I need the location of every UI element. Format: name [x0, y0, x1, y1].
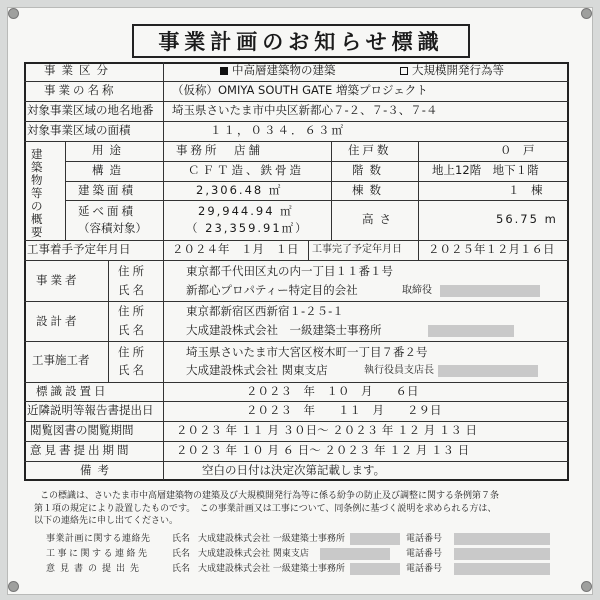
redacted-contact-work-phone: [454, 548, 550, 560]
contact-opinion-name-label: 氏名: [172, 564, 191, 574]
redacted-contact-opinion-phone: [454, 563, 550, 575]
project-name-label: 事業の名称: [44, 83, 117, 97]
report-date-label: 近隣説明等報告書提出日: [27, 403, 154, 417]
contact-work-phone-label: 電話番号: [406, 549, 443, 559]
option-midrise-label: 中高層建築物の建築: [232, 63, 336, 77]
structure-label: 構造: [92, 163, 127, 177]
buildings-label: 棟数: [352, 183, 387, 197]
contact-plan-phone-label: 電話番号: [406, 534, 443, 544]
designer-address-label: 住所: [118, 304, 147, 318]
start-date-value: ２０２４年 １月 １日: [172, 242, 299, 256]
contact-opinion-name: 大成建設株式会社 一級建築士事務所: [198, 564, 345, 574]
end-date-value: ２０２５年１２月１６日: [428, 242, 555, 256]
height-label: 高さ: [362, 212, 397, 226]
owner-name-label: 氏名: [118, 283, 147, 297]
note-line-3: 以下の連絡先に申し出てください。: [34, 516, 179, 526]
project-name-value: （仮称）OMIYA SOUTH GATE 増築プロジェクト: [172, 83, 428, 97]
viewing-period-value: ２０２３ 年 １１ 月 ３０日～ ２０２３ 年 １２ 月 １３ 日: [176, 423, 478, 437]
owner-address-label: 住所: [118, 264, 147, 278]
contact-work-name: 大成建設株式会社 関東支店: [198, 549, 309, 559]
contact-work-label: 工事に関する連絡先: [46, 549, 150, 559]
sign-date-value: ２０２３ 年 １０ 月 ６日: [246, 384, 419, 398]
contractor-address: 埼玉県さいたま市大宮区桜木町一丁目７番２号: [186, 345, 428, 359]
contractor-name-label: 氏名: [118, 363, 147, 377]
contractor-role: 工事施工者: [32, 353, 90, 367]
floor-area-sub-label: （容積対象）: [78, 221, 147, 235]
area-label: 対象事業区域の面積: [27, 123, 131, 137]
contact-plan-label: 事業計画に関する連絡先: [46, 534, 151, 544]
redacted-contact-plan: [350, 533, 400, 545]
report-date-value: ２０２３ 年 １１ 月 ２９日: [246, 403, 442, 417]
households-label: 住戸数: [348, 143, 392, 157]
contact-plan-name: 大成建設株式会社 一級建築士事務所: [198, 534, 345, 544]
remarks-label: 備考: [80, 463, 115, 477]
building-area-label: 建築面積: [78, 183, 136, 197]
contractor-address-label: 住所: [118, 345, 147, 359]
opinion-period-label: 意見書提出期間: [30, 443, 132, 457]
screw-top-right: [581, 8, 592, 19]
use-value: 事務所 店舗: [176, 143, 263, 157]
contact-opinion-label: 意見書の提出先: [46, 564, 145, 574]
redacted-contractor-name: [438, 365, 538, 377]
building-area-value: 2,306.48 ㎡: [196, 183, 283, 197]
start-date-label: 工事着手予定年月日: [27, 242, 131, 256]
sign-title: 事業計画のお知らせ標識: [132, 24, 470, 58]
viewing-period-label: 閲覧図書の閲覧期間: [30, 423, 134, 437]
contractor-name: 大成建設株式会社 関東支店: [186, 363, 328, 377]
designer-name: 大成建設株式会社 一級建築士事務所: [186, 323, 382, 337]
floor-area-value-volume: （ 23,359.91㎡）: [186, 221, 309, 235]
note-line-2: 第１項の規定により設置したものです。 この事業計画又は工事について、同条例に基づく説明を求められる方は、: [34, 503, 497, 514]
redacted-contact-work: [320, 548, 390, 560]
owner-title: 取締役: [402, 285, 432, 296]
households-value: ０ 戸: [500, 143, 535, 157]
structure-value: ＣＦＴ造、鉄骨造: [188, 163, 304, 177]
redacted-owner-name: [440, 285, 540, 297]
screw-bottom-right: [581, 581, 592, 592]
remarks-value: 空白の日付は決定次第記載します。: [202, 463, 386, 477]
floors-value: 地上12階 地下１階: [432, 163, 539, 177]
redacted-designer-name: [428, 325, 514, 337]
area-value: １１，０３４．６３㎡: [210, 123, 345, 137]
checkbox-unchecked-icon: [400, 67, 408, 75]
floor-area-value: 29,944.94 ㎡: [198, 204, 294, 218]
location-label: 対象事業区域の地名地番: [27, 103, 154, 117]
designer-name-label: 氏名: [118, 323, 147, 337]
option-large-dev: [400, 65, 504, 77]
section-label: 事業区分: [44, 63, 114, 77]
building-group-label: 建築物等の概要: [31, 147, 43, 239]
floors-label: 階数: [352, 163, 387, 177]
screw-bottom-left: [8, 581, 19, 592]
opinion-period-value: ２０２３ 年 １０ 月 ６ 日～ ２０２３ 年 １２ 月 １３ 日: [176, 443, 470, 457]
location-value: 埼玉県さいたま市中央区新都心７-２、７-３、７-４: [172, 103, 438, 117]
owner-name: 新都心プロパティー特定目的会社: [186, 283, 358, 297]
use-label: 用途: [92, 143, 127, 157]
contractor-title: 執行役員支店長: [364, 365, 434, 376]
owner-address: 東京都千代田区丸の内一丁目１１番１号: [186, 264, 393, 278]
end-date-label: 工事完了予定年月日: [312, 244, 402, 255]
contact-work-name-label: 氏名: [172, 549, 191, 559]
contact-plan-name-label: 氏名: [172, 534, 191, 544]
note-line-1: この標識は、さいたま市中高層建築物の建築及び大規模開発行為等に係る紛争の防止及び調整に関する条例第７条: [40, 491, 500, 501]
option-midrise: [220, 65, 336, 77]
owner-role: 事業者: [36, 273, 80, 287]
height-value: 56.75 m: [496, 212, 558, 226]
floor-area-label: 延べ面積: [78, 204, 136, 218]
redacted-contact-plan-phone: [454, 533, 550, 545]
contact-opinion-phone-label: 電話番号: [406, 564, 443, 574]
designer-role: 設計者: [36, 314, 80, 328]
redacted-contact-opinion: [350, 563, 400, 575]
checkbox-checked-icon: [220, 67, 228, 75]
buildings-value: １ 棟: [508, 183, 543, 197]
screw-top-left: [8, 8, 19, 19]
designer-address: 東京都新宿区西新宿１-２５-１: [186, 304, 344, 318]
sign-date-label: 標識設置日: [36, 384, 109, 398]
option-large-dev-label: 大規模開発行為等: [412, 63, 504, 77]
